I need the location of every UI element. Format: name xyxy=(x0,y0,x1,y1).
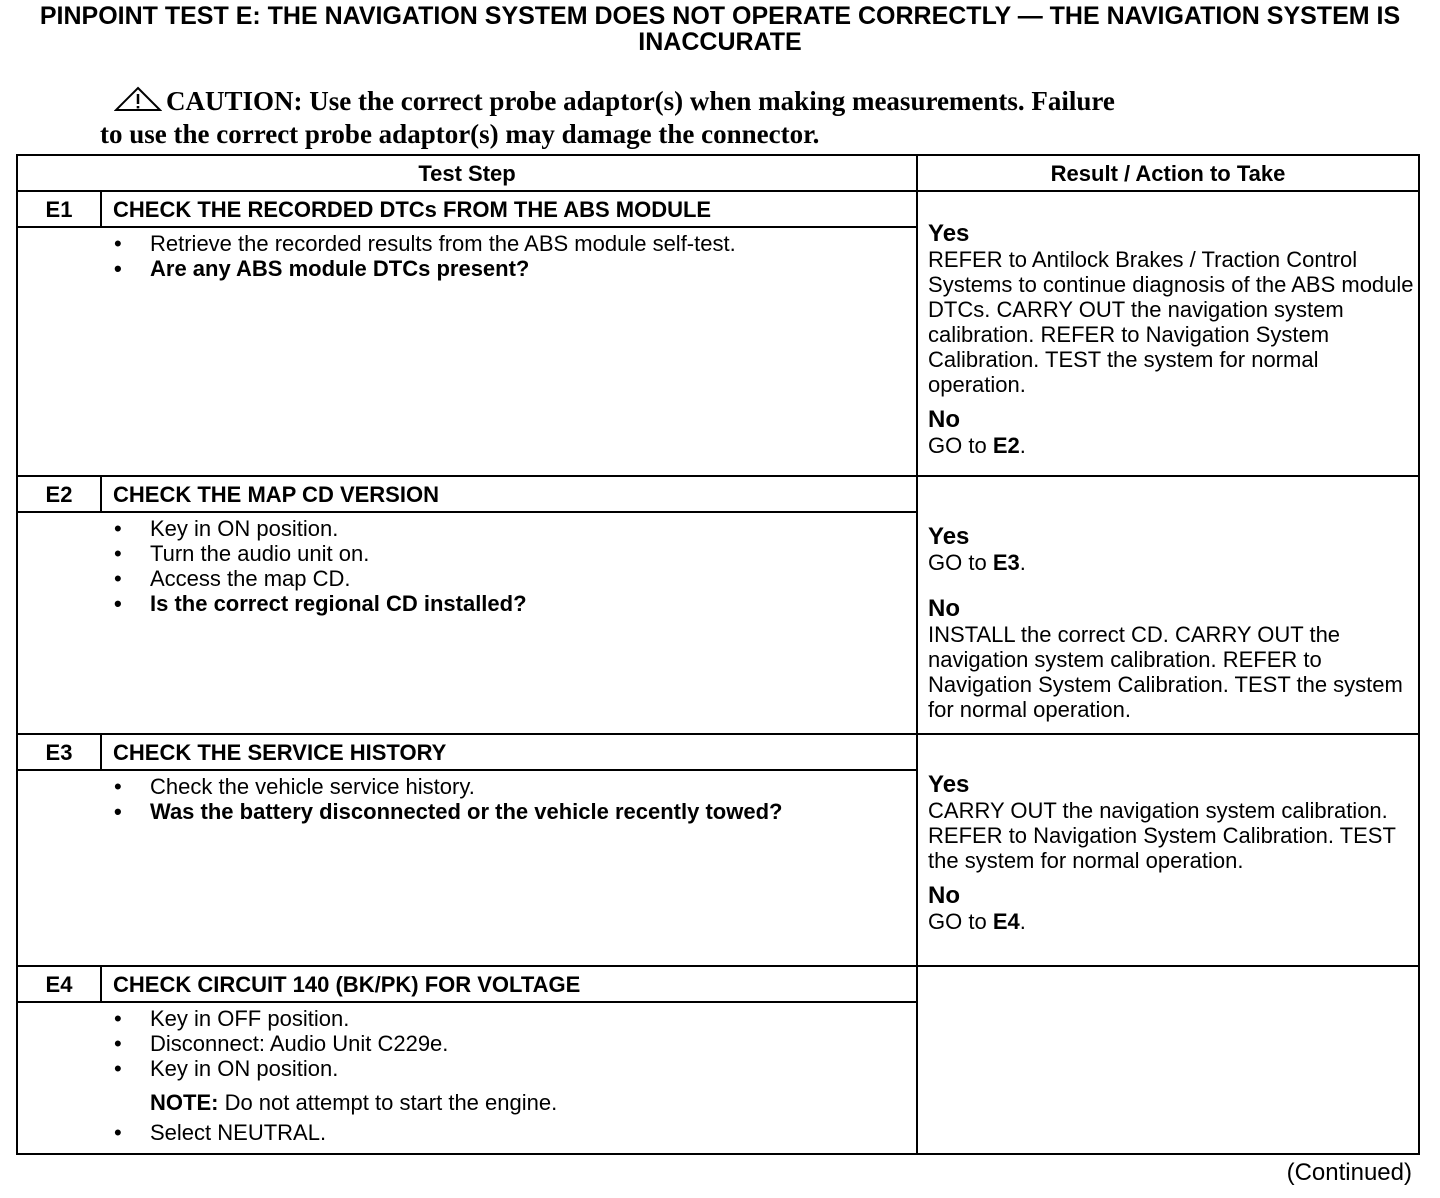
list-item-text: Turn the audio unit on. xyxy=(150,541,370,566)
table-header-row xyxy=(17,155,1419,191)
list-item-text: Key in ON position. xyxy=(150,1056,339,1081)
list-item: • Key in OFF position. xyxy=(114,1006,350,1031)
continued-label: (Continued) xyxy=(1286,1159,1412,1186)
step-id: E4 xyxy=(17,966,101,1002)
step-e2-body xyxy=(17,512,917,734)
caution-line-2: to use the correct probe adaptor(s) may damage the connector. xyxy=(100,119,820,149)
yes-label: Yes xyxy=(928,523,970,550)
note xyxy=(18,1090,916,1115)
step-e4-result xyxy=(917,966,1419,1154)
list-item: • Key in ON position. xyxy=(114,516,339,541)
yes-label: Yes xyxy=(928,771,970,798)
step-e1-body xyxy=(17,227,917,476)
step-id: E2 xyxy=(17,476,101,512)
step-title: CHECK THE SERVICE HISTORY xyxy=(101,734,917,770)
step-e1-result xyxy=(917,191,1419,476)
list-item-text: Select NEUTRAL. xyxy=(150,1120,327,1145)
no-action-suffix: . xyxy=(1019,433,1026,458)
no-action: INSTALL the correct CD. CARRY OUT the navigation system calibration. REFER to Navigation System Calibration. TEST the system for normal operation. xyxy=(928,622,1403,722)
yes-action-prefix: GO to xyxy=(928,550,993,575)
list-item-text: Disconnect: Audio Unit C229e. xyxy=(150,1031,449,1056)
step-id: E1 xyxy=(17,191,101,227)
yes-label: Yes xyxy=(928,220,970,247)
no-action-prefix: GO to xyxy=(928,909,993,934)
step-e1-header-row xyxy=(17,191,1419,227)
step-e2-header-row xyxy=(17,476,1419,512)
goto-step-link[interactable]: E3 xyxy=(992,550,1020,575)
no-action xyxy=(928,433,1414,458)
question-text: Is the correct regional CD installed? xyxy=(150,591,527,616)
goto-step-link[interactable]: E4 xyxy=(992,909,1020,934)
no-label: No xyxy=(928,406,961,433)
page-title: PINPOINT TEST E: THE NAVIGATION SYSTEM DOES NOT OPERATE CORRECTLY — THE NAVIGATION SYSTEM IS INACCURATE xyxy=(39,2,1401,56)
yes-action xyxy=(928,550,1414,575)
list-item-text: Key in ON position. xyxy=(150,516,339,541)
step-e3-header-row xyxy=(17,734,1419,770)
warning-triangle-icon xyxy=(110,86,166,119)
header-result-action: Result / Action to Take xyxy=(917,155,1419,191)
no-label: No xyxy=(928,595,961,622)
caution-line-1 xyxy=(100,86,1330,119)
no-action xyxy=(928,909,1414,934)
caution-notice xyxy=(100,86,1330,150)
question-text: Are any ABS module DTCs present? xyxy=(150,256,530,281)
step-e4-body xyxy=(17,1002,917,1154)
list-item-text: Retrieve the recorded results from the ABS module self-test. xyxy=(150,231,736,256)
note-text: Do not attempt to start the engine. xyxy=(218,1090,558,1115)
step-title: CHECK CIRCUIT 140 (BK/PK) FOR VOLTAGE xyxy=(101,966,917,1002)
step-title: CHECK THE MAP CD VERSION xyxy=(101,476,917,512)
list-item-text: Access the map CD. xyxy=(150,566,351,591)
list-item-question: • Is the correct regional CD installed? xyxy=(114,591,527,616)
list-item-question: • Are any ABS module DTCs present? xyxy=(114,256,530,281)
no-action-suffix: . xyxy=(1019,909,1026,934)
yes-action: REFER to Antilock Brakes / Traction Control Systems to continue diagnosis of the ABS module DTCs. CARRY OUT the navigation system calibration. REFER to Navigation System Calibration. TEST the system for normal operation. xyxy=(928,247,1414,397)
list-item: • Select NEUTRAL. xyxy=(114,1120,327,1145)
list-item-text: Key in OFF position. xyxy=(150,1006,350,1031)
step-e4-header-row xyxy=(17,966,1419,1002)
no-action-prefix: GO to xyxy=(928,433,993,458)
step-e2-result xyxy=(917,476,1419,734)
header-test-step: Test Step xyxy=(17,155,917,191)
step-e3-result xyxy=(917,734,1419,966)
list-item: • Retrieve the recorded results from the ABS module self-test. xyxy=(114,231,736,256)
list-item: • Check the vehicle service history. xyxy=(114,774,475,799)
list-item-question: • Was the battery disconnected or the vehicle recently towed? xyxy=(114,799,783,824)
list-item: • Access the map CD. xyxy=(114,566,351,591)
pinpoint-test-table xyxy=(16,154,1420,1155)
step-e3-body xyxy=(17,770,917,966)
caution-text-1: CAUTION: Use the correct probe adaptor(s) when making measurements. Failure xyxy=(166,86,1115,116)
list-item: • Disconnect: Audio Unit C229e. xyxy=(114,1031,449,1056)
list-item: • Key in ON position. xyxy=(114,1056,339,1081)
step-id: E3 xyxy=(17,734,101,770)
goto-step-link[interactable]: E2 xyxy=(992,433,1020,458)
list-item: • Turn the audio unit on. xyxy=(114,541,370,566)
list-item-text: Check the vehicle service history. xyxy=(150,774,475,799)
yes-action-suffix: . xyxy=(1019,550,1026,575)
no-label: No xyxy=(928,882,961,909)
question-text: Was the battery disconnected or the vehicle recently towed? xyxy=(150,799,783,824)
step-title: CHECK THE RECORDED DTCs FROM THE ABS MODULE xyxy=(101,191,917,227)
note-label: NOTE: xyxy=(150,1090,219,1115)
yes-action: CARRY OUT the navigation system calibration. REFER to Navigation System Calibration. TEST the system for normal operation. xyxy=(928,798,1396,873)
